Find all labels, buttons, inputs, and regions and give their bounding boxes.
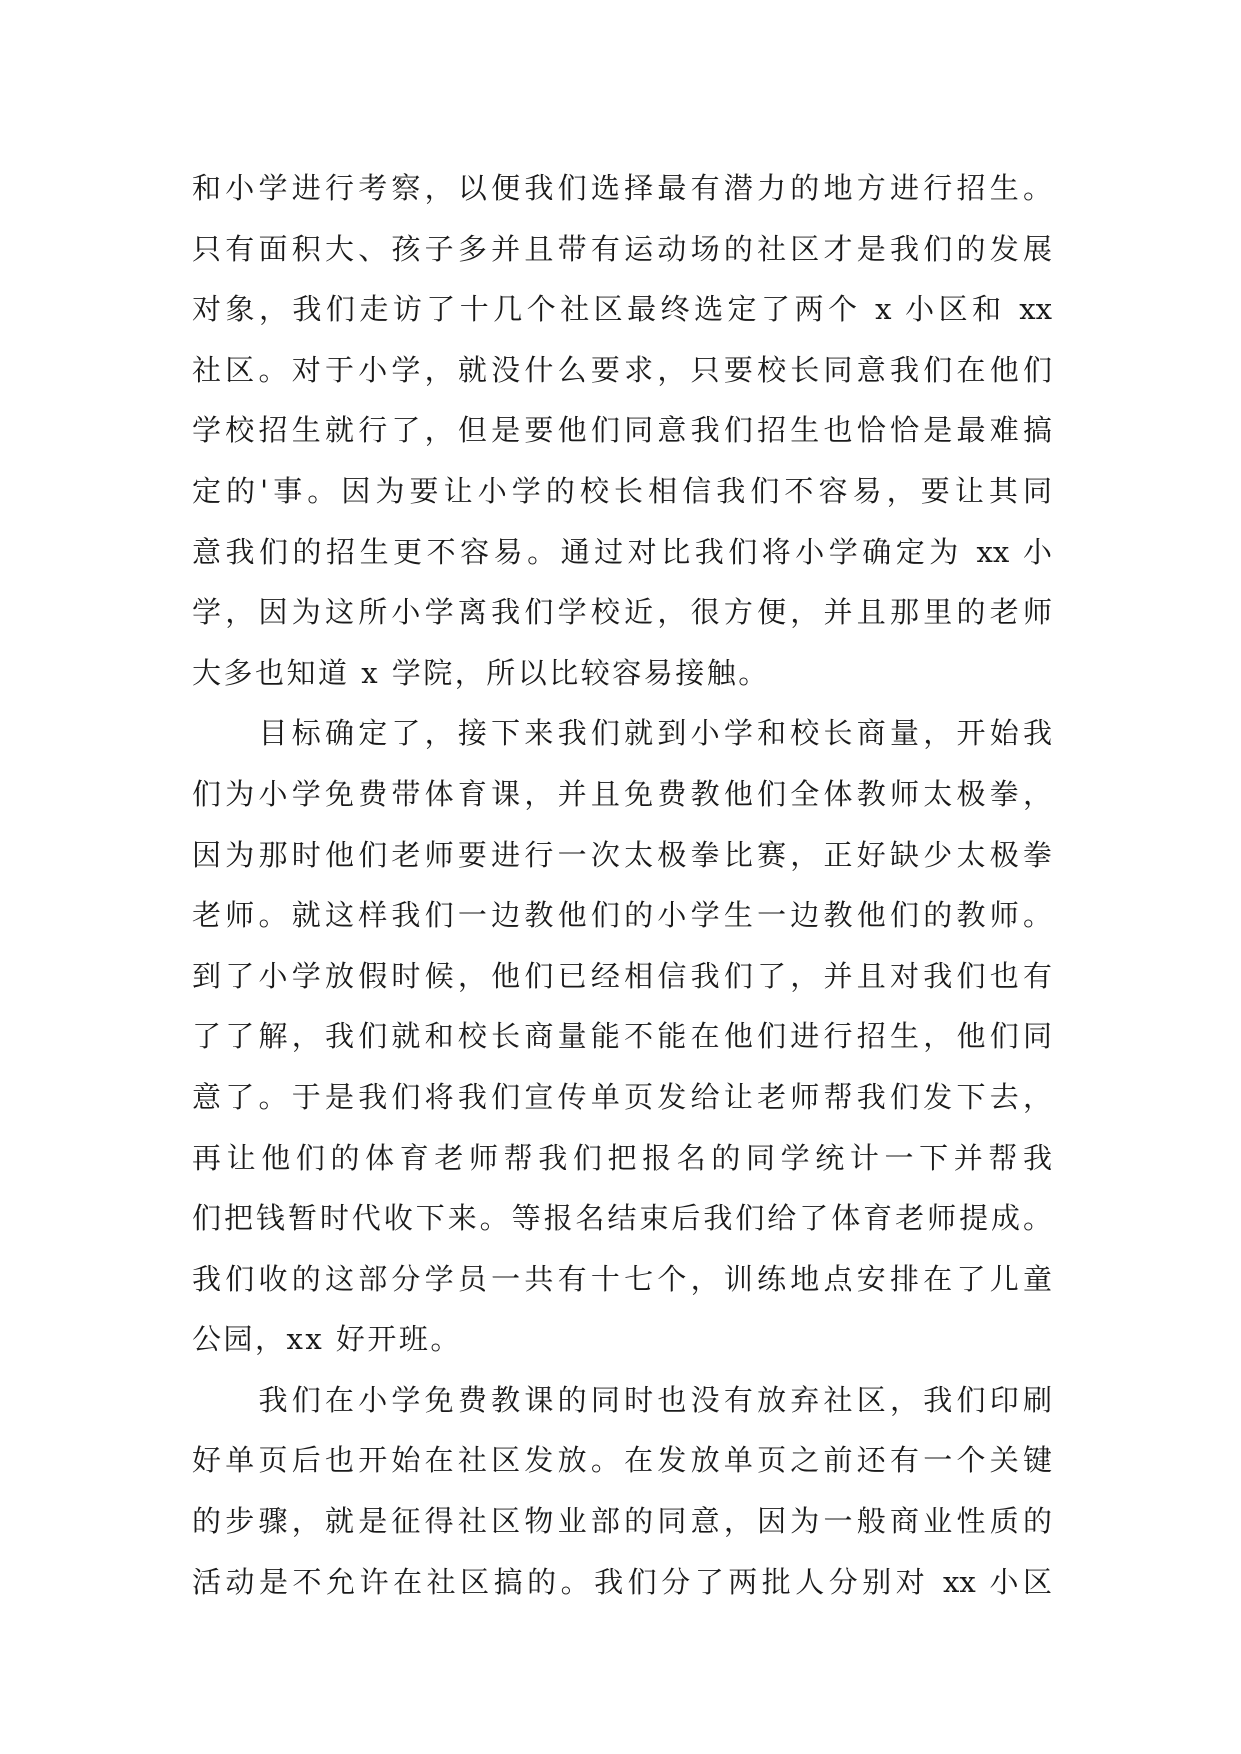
text-line: 学校招生就行了，但是要他们同意我们招生也恰恰是最难搞 bbox=[192, 413, 1052, 448]
text-line: 我们收的这部分学员一共有十七个，训练地点安排在了儿童 bbox=[192, 1261, 1052, 1296]
paragraph bbox=[192, 1370, 1052, 1612]
text-line: 定的'事。因为要让小学的校长相信我们不容易，要让其同 bbox=[192, 473, 1052, 508]
text-line: 的步骤，就是征得社区物业部的同意，因为一般商业性质的 bbox=[192, 1504, 1052, 1539]
text-line: 再让他们的体育老师帮我们把报名的同学统计一下并帮我 bbox=[192, 1140, 1052, 1175]
text-line: 大多也知道 x 学院，所以比较容易接触。 bbox=[192, 655, 770, 690]
text-line: 目标确定了，接下来我们就到小学和校长商量，开始我 bbox=[192, 716, 1052, 751]
text-line: 老师。就这样我们一边教他们的小学生一边教他们的教师。 bbox=[192, 898, 1052, 933]
paragraph bbox=[192, 158, 1052, 703]
body-text bbox=[192, 158, 1052, 1612]
text-line: 到了小学放假时候，他们已经相信我们了，并且对我们也有 bbox=[192, 958, 1052, 993]
text-line: 和小学进行考察，以便我们选择最有潜力的地方进行招生。 bbox=[192, 171, 1052, 205]
text-line: 学，因为这所小学离我们学校近，很方便，并且那里的老师 bbox=[192, 595, 1052, 630]
text-line: 社区。对于小学，就没什么要求，只要校长同意我们在他们 bbox=[192, 352, 1052, 387]
paragraph bbox=[192, 703, 1052, 1370]
text-line: 只有面积大、孩子多并且带有运动场的社区才是我们的发展 bbox=[192, 231, 1052, 266]
text-line: 我们在小学免费教课的同时也没有放弃社区，我们印刷 bbox=[192, 1382, 1052, 1417]
text-line: 因为那时他们老师要进行一次太极拳比赛，正好缺少太极拳 bbox=[192, 837, 1052, 872]
text-line: 意我们的招生更不容易。通过对比我们将小学确定为 xx 小 bbox=[192, 534, 1052, 569]
text-line: 意了。于是我们将我们宣传单页发给让老师帮我们发下去， bbox=[192, 1079, 1052, 1114]
text-line: 对象，我们走访了十几个社区最终选定了两个 x 小区和 xx bbox=[192, 292, 1052, 327]
text-line: 公园，xx 好开班。 bbox=[192, 1322, 462, 1357]
text-line: 们为小学免费带体育课，并且免费教他们全体教师太极拳， bbox=[192, 776, 1052, 811]
text-line: 们把钱暂时代收下来。等报名结束后我们给了体育老师提成。 bbox=[192, 1201, 1052, 1236]
text-line: 了了解，我们就和校长商量能不能在他们进行招生，他们同 bbox=[192, 1019, 1052, 1054]
text-line: 活动是不允许在社区搞的。我们分了两批人分别对 xx 小区 bbox=[192, 1564, 1052, 1599]
text-line: 好单页后也开始在社区发放。在发放单页之前还有一个关键 bbox=[192, 1443, 1052, 1478]
